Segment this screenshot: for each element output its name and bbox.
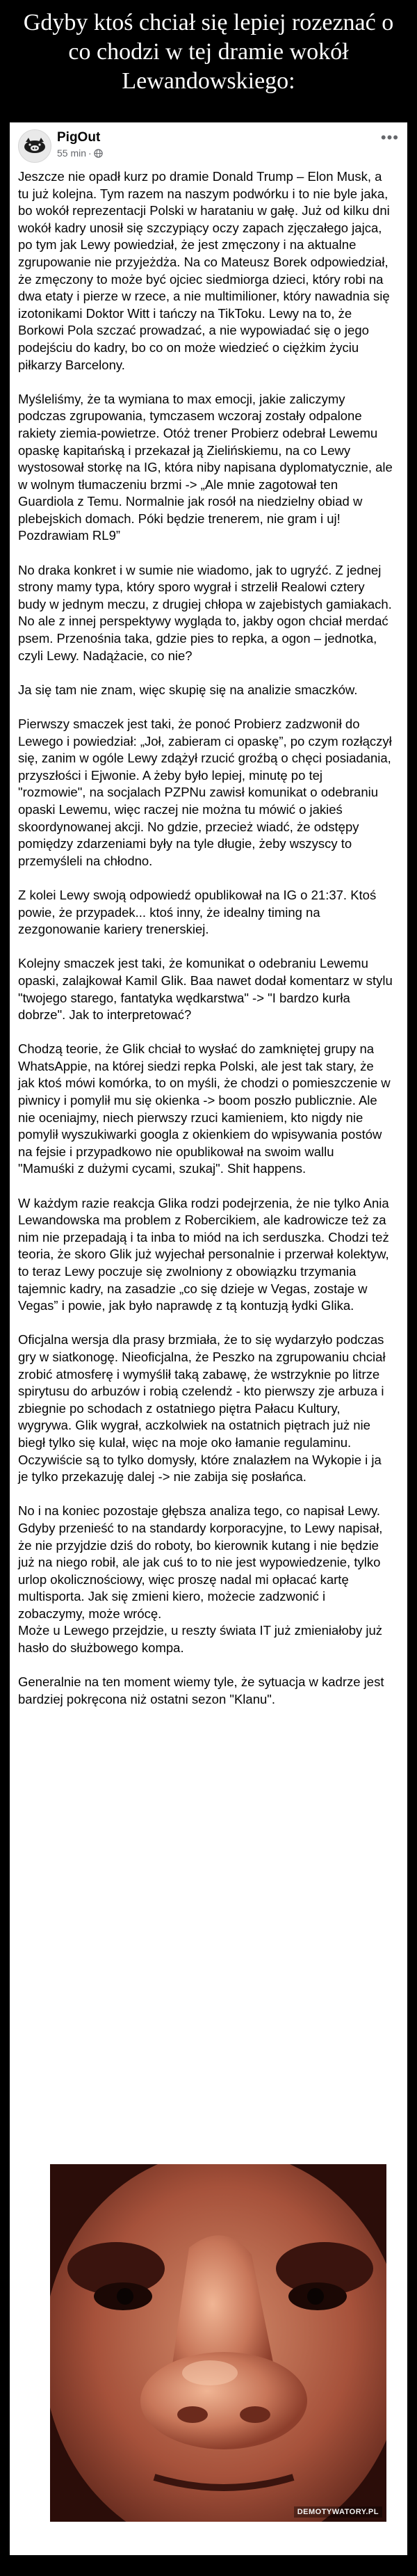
post-meta xyxy=(57,147,103,160)
pig-avatar-icon[interactable] xyxy=(18,129,51,163)
long-nose-face-illustration xyxy=(50,2164,386,2522)
page-headline: Gdyby ktoś chciał się lepiej rozeznać o co chodzi w tej dramie wokół Lewandowskiego: xyxy=(23,10,394,94)
post-paragraph: Kolejny smaczek jest taki, że komunikat o odebraniu Lewemu opaski, zalajkował Kamil Glik. Baa nawet dodał komentarz w stylu "twojego starego, fantatyka wędkarstwa" -> "I bardzo kurła dobrze". Jak to interpretować? xyxy=(18,956,393,1023)
post-paragraph: Jeszcze nie opadł kurz po dramie Donald Trump – Elon Musk, a tu już kolejna. Tym razem na naszym podwórku i to nie byle jaka, bo wokół reprezentacji Polski w harataniu w gałę. Już od kilku dni wokół kadry unosił się szczypiący oczy zapach zjęczałego jajca, po tym jak Lewy powiedział, że jest zmęczony i na aktualne zgrupowanie nie przyjeżdża. Na co Mateusz Borek odpowiedział, że zmęczony to może być ojciec siedmiorga dzieci, który robi na dwa etaty i pierze w rzece, a nie multimilioner, który nawadnia się izotonikami Doktor Witt i tańczy na TikToku. Lewy na to, że Borkowi Pola szczać prowadzać, a nie wypowiadać się o jego podejściu do kadry, bo co on może wiedzieć o ciężkim życiu piłkarzy Barcelony. xyxy=(18,169,390,372)
post-paragraph: No draka konkret i w sumie nie wiadomo, jak to ugryźć. Z jednej strony mamy typa, który sporo wygrał i strzelił Realowi cztery budy w jednym meczu, z drugiej chłopa w zajebistych gamiakach. No ale z innej perspektywy wygląda to, jakby ogon chciał merdać psem. Przenośnia taka, gdzie pies to repka, a ogon – jednotka, czyli Lewy. Nadążacie, co nie? xyxy=(18,562,392,663)
post-author[interactable]: PigOut xyxy=(57,130,101,145)
post-paragraph: Z kolei Lewy swoją odpowiedź opublikował na IG o 21:37. Ktoś powie, że przypadek... ktoś inny, że idealny timing na zezgonowanie kariery trenerskiej. xyxy=(18,887,377,937)
post-paragraph: Generalnie na ten moment wiemy tyle, że sytuacja w kadrze jest bardziej pokręcona niż ostatni sezon "Klanu". xyxy=(18,1674,384,1706)
demotywatory-watermark: DEMOTYWATORY.PL xyxy=(294,2506,382,2518)
post-paragraph: Myśleliśmy, że ta wymiana to max emocji, jakie zaliczymy podczas zgrupowania, tymczasem wczoraj zostały odpalone rakiety ziemia-powietrze. Otóż trener Probierz odebrał Lewemu opaskę kapitańską i przekazał ją Zielińskiemu, na co Lewy wystosował storkę na IG, która niby napisana dyplomatycznie, ale w wolnym tłumaczeniu brzmi -> „Ale mnie zagotował ten Guardiola z Temu. Normalnie jak rosół na niedzielny obiad w plebejskich domach. Póki będzie trenerem, nie gram i uj! Pozdrawiam RL9” xyxy=(18,391,393,543)
post-paragraph: Chodzą teorie, że Glik chciał to wysłać do zamkniętej grupy na WhatsAppie, na której siedzi repka Polski, ale jest tak stary, że jak ktoś mówi komórka, to on myśli, że chodzi o pomieszczenie w piwnicy i pomylił mu się okienka -> boom poszło publicznie. Ale nie oceniajmy, niech pierwszy rzuci kamieniem, kto nigdy nie pomylił wyszukiwarki googla z okienkiem do wpisywania postów na fejsie i przypadkowo nie opublikował na swoim wallu "Mamuśki z dużymi cycami, szukaj". Shit happens. xyxy=(18,1041,391,1176)
post-paragraph: No i na koniec pozostaje głębsza analiza tego, co napisał Lewy. Gdyby przenieść to na standardy korporacyjne, to Lewy napisał, że nie przyjdzie dziś do roboty, bo kierownik kutang i nie będzie już na niego robił, ale jak cuś to to nie jest wypowiedzenie, tylko urlop okolicznościowy, więc proszę nadal mi opłacać kartę multisporta. Jak się zmieni kiero, możecie zadzwonić i zobaczymy, może wrócę. Może u Lewego przejdzie, u reszty świata IT już zmieniałoby już hasło do służbowego kompa. xyxy=(18,1503,383,1656)
post-body xyxy=(18,168,393,1725)
post-header xyxy=(10,122,407,167)
post-paragraph: Oficjalna wersja dla prasy brzmiała, że to się wydarzyło podczas gry w siatkonogę. Nieoficjalna, że Peszko na zgrupowaniu chciał zrobić atmosferę i wymyślił taką zabawę, że wstrzyknie po litrze spirytusu do arbuzów i robią czelendż - kto pierwszy zje arbuza i zbiegnie po schodach z ostatniego piętra Pałacu Kultury, wygrywa. Glik wygrał, aczkolwiek na ostatnich piętrach już nie biegł tylko się kulał, więc na moje oko łamanie regulaminu. Oczywiście są to tylko domysły, które znalazłem na Wykopie i ja je tylko przekazuję dalej -> nie zabija się posłańca. xyxy=(18,1332,386,1485)
meme-image xyxy=(50,2164,386,2522)
globe-icon xyxy=(94,149,103,160)
post-paragraph: Pierwszy smaczek jest taki, że ponoć Probierz zadzwonił do Lewego i powiedział: „Joł, zabieram ci opaskę”, po czym rozłączył się, zanim w ogóle Lewy zdążył rzucić groźbą o chęci posiadania, przyszłości i Ejwonie. A żeby było lepiej, minutę po tej "rozmowie", na socjalach PZPNu zawisł komunikat o odebraniu opaski Lewemu, więc raczej nie można tu mówić o jakieś skoordynowanej akcji. No gdzie, przecież wiadć, że odstępy pomiędzy zdarzeniami były na tyle długie, żeby wszyscy to przemyśleli na chłodno. xyxy=(18,717,392,868)
post-paragraph: W każdym razie reakcja Glika rodzi podejrzenia, że nie tylko Ania Lewandowska ma problem z Robercikiem, ale kadrowicze też za nim nie przepadają i ta inba to miód na ich serduszka. Chodzi też teoria, że skoro Glik już wyjechał personalnie i przerwał kolektyw, to teraz Lewy poczuje się zwolniony z obowiązku trzymania tajemnic kadry, na zasadzie „co się dzieje w Vegas, zostaje w Vegas” i powie, jak było naprawdę z tą kontuzją łydki Glika. xyxy=(18,1195,389,1313)
post-time[interactable]: 55 min xyxy=(57,147,87,159)
post-paragraph: Ja się tam nie znam, więc skupię się na analizie smaczków. xyxy=(18,682,358,697)
facebook-post-card xyxy=(10,122,407,2555)
more-options-icon[interactable]: ••• xyxy=(380,129,399,146)
meta-separator: · xyxy=(88,147,92,159)
